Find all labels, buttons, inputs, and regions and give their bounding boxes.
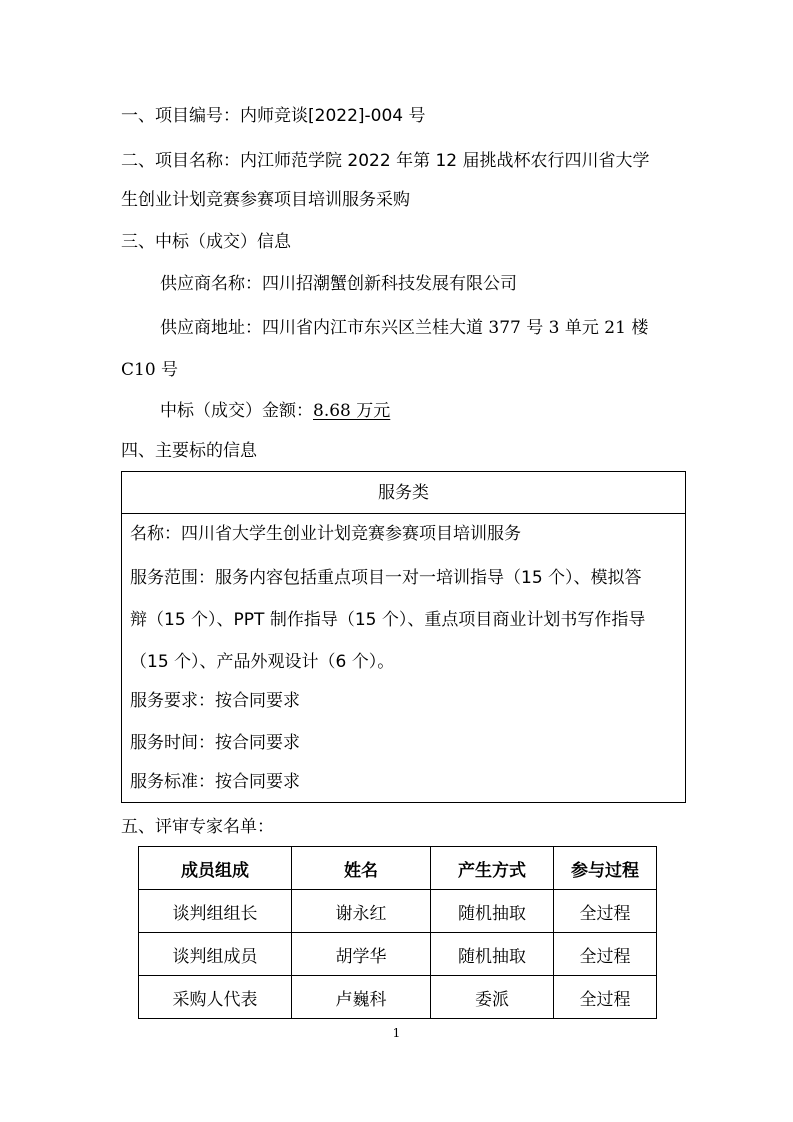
supplier-address-label: 供应商地址： — [160, 318, 262, 338]
project-name-line2: 生创业计划竞赛参赛项目培训服务采购 — [121, 190, 410, 210]
service-scope-text1: 服务内容包括重点项目一对一培训指导（15 个）、模拟答 — [215, 568, 642, 588]
table-row — [139, 890, 657, 933]
table-cell: 谈判组成员 — [139, 933, 292, 976]
table-cell: 胡学华 — [292, 933, 431, 976]
supplier-address-line2: C10 号 — [121, 360, 179, 380]
table-cell: 全过程 — [554, 933, 657, 976]
table-cell: 谈判组组长 — [139, 890, 292, 933]
experts-heading: 五、评审专家名单： — [121, 817, 274, 837]
service-box-header: 服务类 — [122, 472, 685, 514]
project-number: 一、项目编号：内师竞谈[2022]-004 号 — [121, 106, 426, 126]
award-amount-label: 中标（成交）金额： — [160, 401, 313, 421]
service-name — [130, 522, 521, 546]
experts-table — [138, 846, 657, 1019]
table-cell: 全过程 — [554, 890, 657, 933]
service-name-label: 名称： — [130, 524, 181, 544]
supplier-name-value: 四川招潮蟹创新科技发展有限公司 — [262, 274, 517, 294]
table-cell: 委派 — [431, 976, 554, 1019]
supplier-address — [160, 316, 648, 340]
service-standard: 服务标准：按合同要求 — [130, 772, 300, 792]
page-number: 1 — [392, 1026, 401, 1040]
award-amount-value: 8.68 万元 — [313, 401, 391, 421]
table-row — [139, 933, 657, 976]
table-cell: 随机抽取 — [431, 890, 554, 933]
header-participation: 参与过程 — [554, 847, 657, 890]
header-selection-method: 产生方式 — [431, 847, 554, 890]
service-info-box — [121, 471, 686, 803]
project-name-line1: 二、项目名称：内江师范学院 2022 年第 12 届挑战杯农行四川省大学 — [121, 151, 650, 171]
table-cell: 随机抽取 — [431, 933, 554, 976]
supplier-address-value: 四川省内江市东兴区兰桂大道 377 号 3 单元 21 楼 — [262, 318, 649, 338]
award-info-heading: 三、中标（成交）信息 — [121, 232, 291, 252]
header-name: 姓名 — [292, 847, 431, 890]
service-name-value: 四川省大学生创业计划竞赛参赛项目培训服务 — [181, 524, 521, 544]
award-amount — [160, 399, 390, 423]
supplier-name-label: 供应商名称： — [160, 274, 262, 294]
service-scope-line3: （15 个）、产品外观设计（6 个）。 — [130, 652, 395, 672]
table-row — [139, 976, 657, 1019]
experts-table-header-row — [139, 847, 657, 890]
service-scope-label: 服务范围： — [130, 568, 215, 588]
table-cell: 谢永红 — [292, 890, 431, 933]
header-member-role: 成员组成 — [139, 847, 292, 890]
table-cell: 卢巍科 — [292, 976, 431, 1019]
supplier-name — [160, 272, 517, 296]
main-subject-heading: 四、主要标的信息 — [121, 441, 257, 461]
table-cell: 采购人代表 — [139, 976, 292, 1019]
table-cell: 全过程 — [554, 976, 657, 1019]
service-scope-line1 — [130, 566, 642, 590]
service-scope-line2: 辩（15 个）、PPT 制作指导（15 个）、重点项目商业计划书写作指导 — [130, 610, 646, 630]
service-time: 服务时间：按合同要求 — [130, 733, 300, 753]
service-requirement: 服务要求：按合同要求 — [130, 691, 300, 711]
